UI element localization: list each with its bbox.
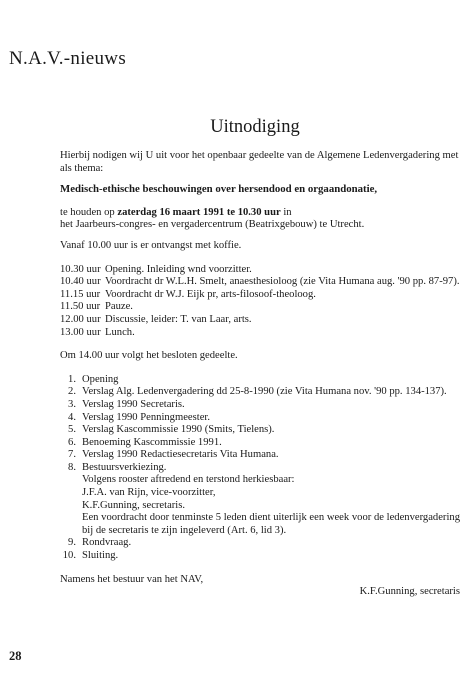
program-time: 12.00 uur [60,313,101,325]
page-number: 28 [9,649,22,663]
agenda-number: 5. [68,424,76,436]
closing-line: Namens het bestuur van het NAV, [60,573,204,585]
program-time: 11.15 uur [60,288,101,300]
program-time: 13.00 uur [60,326,101,338]
agenda-number: 6. [68,436,76,448]
agenda-text: Verslag Kascommissie 1990 (Smits, Tielens). [82,424,275,436]
election-member: J.F.A. van Rijn, vice-voorzitter, [82,487,216,499]
program-text: Opening. Inleiding wnd voorzitter. [105,263,252,275]
program-time: 10.30 uur [60,263,101,275]
program-item [60,264,460,277]
agenda-text: Rondvraag. [82,537,132,549]
agenda-number: 2. [68,386,76,398]
agenda-text: Benoeming Kascommissie 1991. [82,436,222,448]
date-line-before: te houden op [60,206,118,218]
program-text: Discussie, leider: T. van Laar, arts. [105,313,252,325]
agenda-item [60,550,460,563]
agenda-text: Opening [82,373,119,385]
program-text: Pauze. [105,301,133,313]
agenda-item [60,449,460,462]
agenda-text: Sluiting. [82,550,119,562]
agenda-item [60,462,460,475]
intro-paragraph: Hierbij nodigen wij U uit voor het openbaar gedeelte van de Algemene Ledenvergadering met als thema: [60,150,459,174]
program-item [60,314,460,327]
election-member: K.F.Gunning, secretaris. [82,499,186,511]
agenda-number: 10. [62,550,76,562]
agenda-item [60,537,460,550]
date-line-date: zaterdag 16 maart 1991 te 10.30 uur [117,206,281,218]
program-item [60,289,460,302]
agenda-number: 7. [68,449,76,461]
date-line [60,207,460,220]
agenda-text: Bestuursverkiezing. [82,461,167,473]
agenda-item [60,412,460,425]
agenda-text: Verslag 1990 Secretaris. [82,398,185,410]
agenda-item [60,386,460,399]
agenda-list [60,374,460,563]
program-time: 10.40 uur [60,276,101,288]
agenda-item [60,399,460,412]
agenda-item [60,374,460,387]
section-title: N.A.V.-nieuws [9,48,127,69]
agenda-number: 1. [68,373,76,385]
date-line-after: in [280,206,292,218]
program-list [60,264,460,340]
invitation-heading: Uitnodiging [210,117,300,137]
agenda-item [60,424,460,437]
agenda-number: 8. [68,461,76,473]
agenda-text: Verslag Alg. Ledenvergadering dd 25-8-1990 (zie Vita Humana nov. '90 pp. 134-137). [82,386,447,398]
program-text: Voordracht dr W.L.H. Smelt, anaesthesioloog (zie Vita Humana aug. '90 pp. 87-97). [105,276,460,288]
agenda-number: 9. [68,537,76,549]
election-proposal: Een voordracht door tenminste 5 leden dient uiterlijk een week voor de ledenvergadering bij de secretaris te zijn ingeleverd (Art. 6, lid 3). [82,512,460,536]
program-text: Voordracht dr W.J. Eijk pr, arts-filosoof-theoloog. [105,288,316,300]
signature: K.F.Gunning, secretaris [359,586,460,598]
agenda-text: Verslag 1990 Penningmeester. [82,411,210,423]
program-time: 11.50 uur [60,301,101,313]
program-text: Lunch. [105,326,135,338]
theme-subject: Medisch-ethische beschouwingen over hersendood en orgaandonatie, [60,183,378,196]
election-schedule: Volgens rooster aftredend en terstond herkiesbaar: [82,474,295,486]
election-details [60,474,460,537]
program-item [60,301,460,314]
agenda-item [60,437,460,450]
coffee-line: Vanaf 10.00 uur is er ontvangst met koffie. [60,239,242,251]
agenda-text: Verslag 1990 Redactiesecretaris Vita Humana. [82,449,279,461]
closed-part-line: Om 14.00 uur volgt het besloten gedeelte. [60,350,238,362]
program-item [60,327,460,340]
program-item [60,276,460,289]
venue-line: het Jaarbeurs-congres- en vergadercentrum (Beatrixgebouw) te Utrecht. [60,219,365,231]
invitation-body [60,150,460,599]
agenda-number: 3. [68,398,76,410]
agenda-number: 4. [68,411,76,423]
